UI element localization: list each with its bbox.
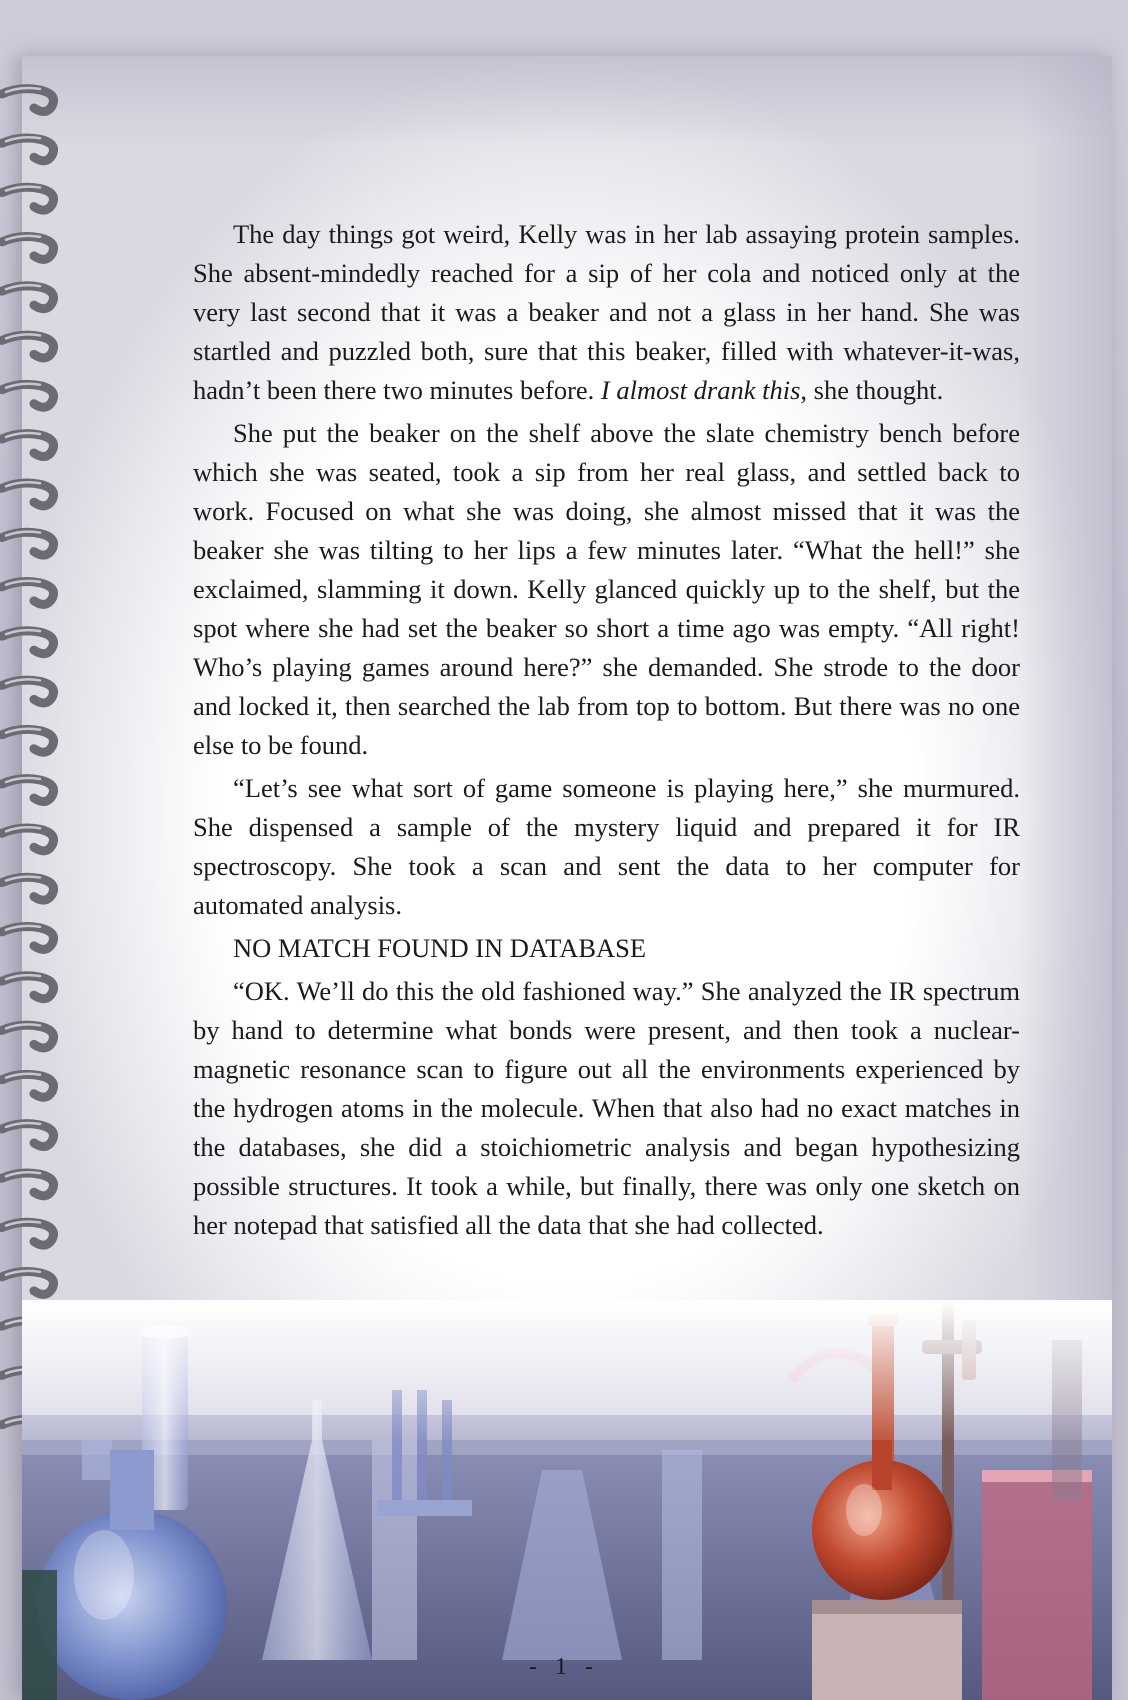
spiral-coil — [2, 532, 54, 556]
spiral-coil — [2, 1172, 54, 1196]
spiral-coil — [2, 137, 54, 161]
spiral-coil — [2, 285, 54, 309]
paragraph-2: She put the beaker on the shelf above the slate chemistry bench before which she was seated, took a sip from her real glass, and settled back to work. Focused on what she was doing, she almost missed that it was the beaker she was tilting to her lips a few minutes later. “What the hell!” she exclaimed, slamming it down. Kelly glanced quickly up to the shelf, but the spot where she had set the beaker so short a time ago was empty. “All right! Who’s playing games around here?” she demanded. She strode to the door and locked it, then searched the lab from top to bottom. But there was no one else to be found. — [193, 418, 1020, 760]
paragraph-1-text: The day things got weird, Kelly was in her lab assaying protein samples. She absent-mindedly reached for a sip of her cola and noticed only at the very last second that it was a beaker and not a glass in her hand. She was startled and puzzled both, sure that this beaker, filled with whatever-it-was, hadn’t been there two minutes before. — [193, 219, 1020, 405]
spiral-coil — [2, 877, 54, 901]
spiral-coil — [2, 88, 54, 112]
spiral-coil — [2, 581, 54, 605]
spiral-coil — [2, 778, 54, 802]
sheet-top-shade — [22, 56, 1112, 146]
spiral-coil — [2, 334, 54, 358]
spiral-coil — [2, 679, 54, 703]
spiral-coil — [2, 926, 54, 950]
spiral-binding — [0, 60, 70, 1440]
spiral-coil — [2, 827, 54, 851]
italic-thought: I almost drank this — [600, 375, 801, 405]
paragraph-3: “Let’s see what sort of game someone is playing here,” she murmured. She dispensed a sample of the mystery liquid and prepared it for IR spectroscopy. She took a scan and sent the data to her computer for automated analysis. — [193, 773, 1020, 920]
story-text — [193, 215, 1020, 1249]
paragraph-1 — [193, 215, 1020, 410]
spiral-coil — [2, 1271, 54, 1295]
spiral-coil — [2, 482, 54, 506]
spiral-coil — [2, 236, 54, 260]
paragraph-5: “OK. We’ll do this the old fashioned way.” She analyzed the IR spectrum by hand to determine what bonds were present, and then took a nuclear-magnetic resonance scan to figure out all the environments experienced by the hydrogen atoms in the molecule. When that also had no exact matches in the databases, she did a stoichiometric analysis and began hypothesizing possible structures. It took a while, but finally, there was only one sketch on her notepad that satisfied all the data that she had collected. — [193, 976, 1020, 1240]
spiral-coil — [2, 1222, 54, 1246]
spiral-coil — [2, 433, 54, 457]
page-number: - 1 - — [529, 1654, 599, 1680]
spiral-coil — [2, 384, 54, 408]
spiral-coil — [2, 187, 54, 211]
lab-glassware-illustration — [22, 1300, 1112, 1700]
spiral-coil — [2, 1074, 54, 1098]
spiral-coil — [2, 1024, 54, 1048]
spiral-coil — [2, 630, 54, 654]
spiral-coil — [2, 1123, 54, 1147]
spiral-coil — [2, 729, 54, 753]
paragraph-1-end: , she thought. — [800, 375, 944, 405]
database-message: NO MATCH FOUND IN DATABASE — [233, 933, 647, 963]
spiral-coil — [2, 975, 54, 999]
